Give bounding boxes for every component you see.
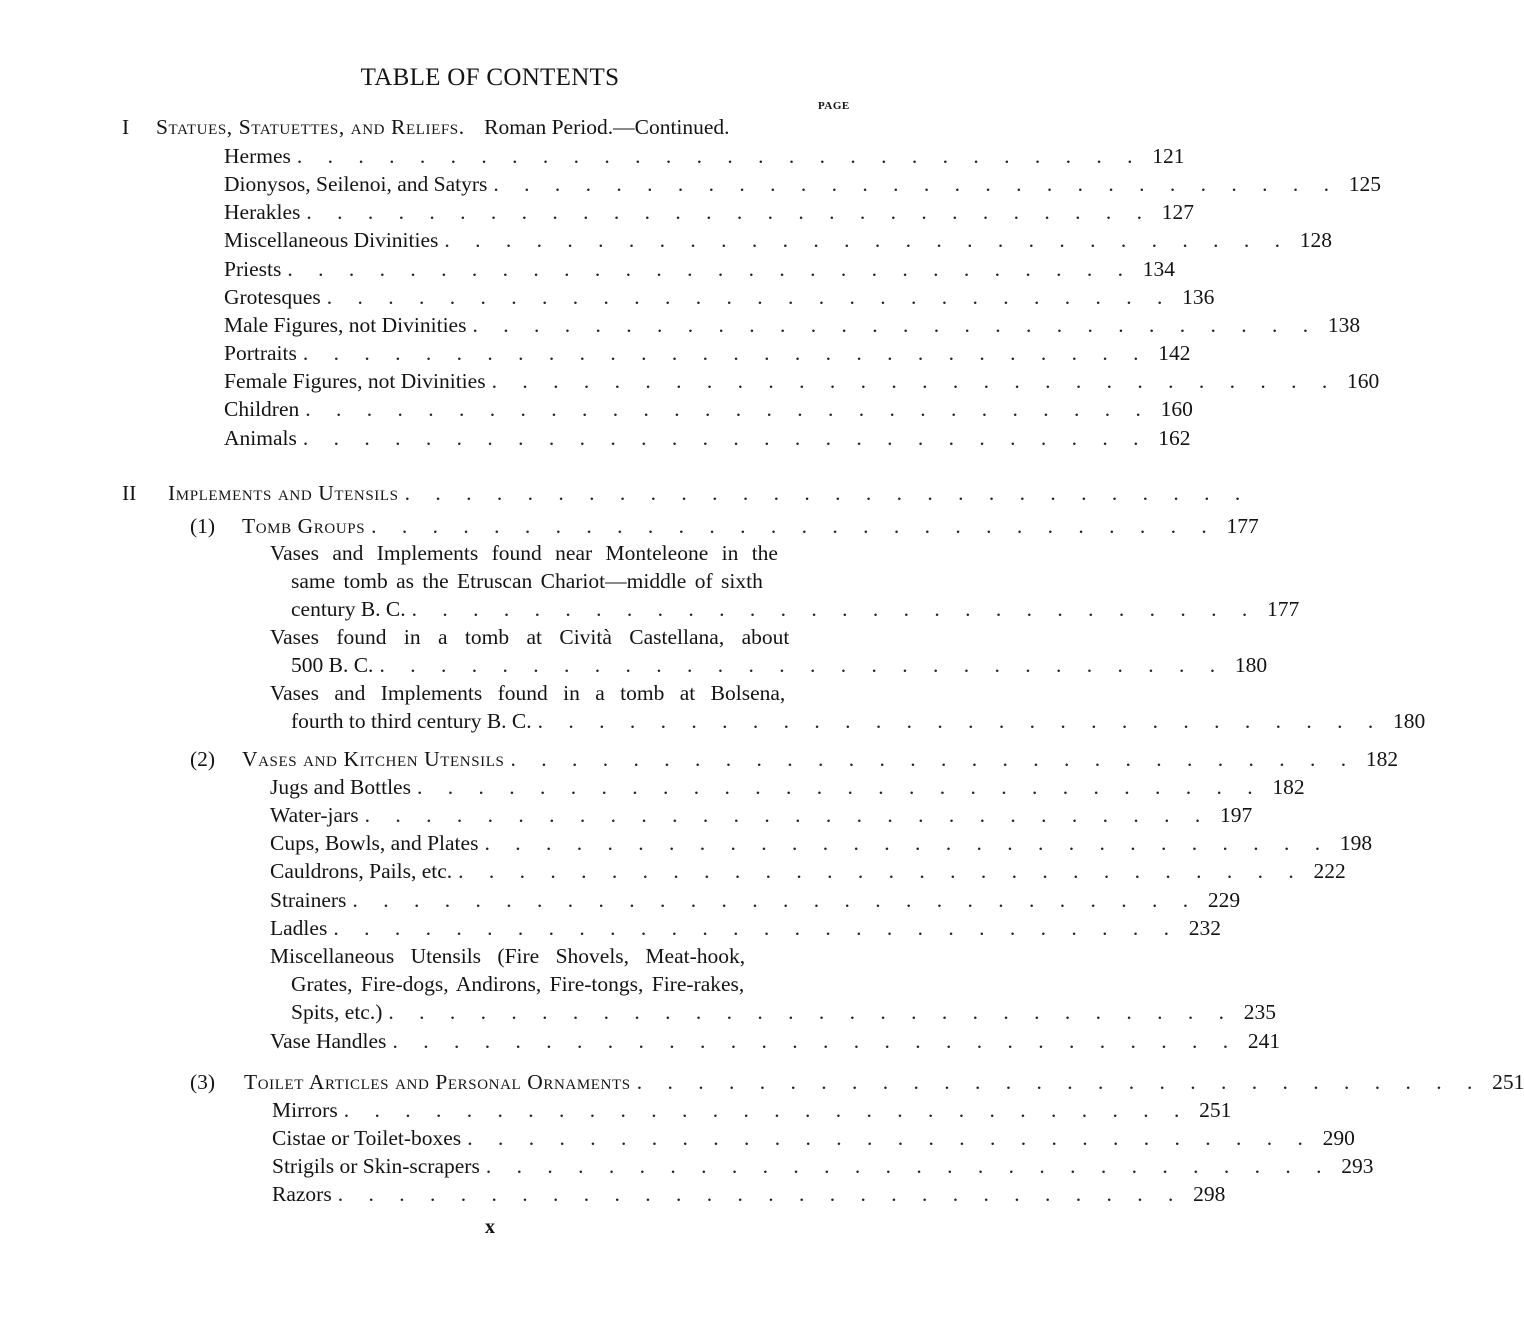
section-1-heading xyxy=(156,113,730,141)
leader-dots: . . . . . . . . . . . . . . . . . . . . . . . . . . . . xyxy=(305,397,1151,421)
toc-entry[interactable] xyxy=(224,367,1380,395)
leader-dots: . . . . . . . . . . . . . . . . . . . . . . . . . . . . xyxy=(379,653,1226,677)
entry-label: Cauldrons, Pails, etc. xyxy=(270,859,453,883)
leader-dots: . . . . . . . . . . . . . . . . . . . . . . . . . . . . xyxy=(493,172,1339,196)
leader-dots: . . . . . . . . . . . . . . . . . . . . . . . . . . . . xyxy=(326,285,1173,309)
toc-entry[interactable] xyxy=(224,226,1332,254)
tomb-item-2[interactable] xyxy=(291,651,1268,679)
entry-label: Jugs and Bottles xyxy=(270,775,411,799)
leader-dots: . . . . . . . . . . . . . . . . . . . . . . . . . . . . xyxy=(302,426,1149,450)
leader-dots: . . . . . . . . . . . . . . . . . . . . . . . . . . . . xyxy=(485,1154,1332,1178)
entry-page: 121 xyxy=(1152,144,1185,168)
entry-page: 229 xyxy=(1207,888,1241,912)
entry-page: 197 xyxy=(1219,803,1253,827)
entry-page: 251 xyxy=(1492,1070,1524,1094)
tomb-item-1-line-2: same tomb as the Etruscan Chariot—middle of sixth xyxy=(291,569,763,593)
leader-dots: . . . . . . . . . . . . . . . . . . . . . . . . . . . . xyxy=(537,709,1384,733)
toc-entry[interactable] xyxy=(272,1124,1355,1152)
leader-dots: . . . . . . . . . . . . . . . . . . . . . . . . . . . . xyxy=(404,481,1251,505)
leader-dots: . . . . . . . . . . . . . . . . . . . . . . . . . . . . xyxy=(467,1126,1313,1150)
entry-page: 160 xyxy=(1346,369,1380,393)
page-title: TABLE OF CONTENTS xyxy=(360,64,620,91)
leader-dots: . . . . . . . . . . . . . . . . . . . . . . . . . . . . xyxy=(337,1182,1184,1206)
toc-entry[interactable] xyxy=(224,142,1185,170)
entry-page: 128 xyxy=(1299,228,1332,252)
toc-entry[interactable] xyxy=(272,1096,1232,1124)
entry-page: 162 xyxy=(1158,426,1191,450)
entry-label: Priests xyxy=(224,257,282,281)
leader-dots: . . . . . . . . . . . . . . . . . . . . . . . . . . . . xyxy=(411,597,1258,621)
leader-dots: . . . . . . . . . . . . . . . . . . . . . . . . . . . . xyxy=(392,1029,1239,1053)
entry-page: 180 xyxy=(1393,709,1426,733)
entry-page: 290 xyxy=(1322,1126,1355,1150)
section-2-numeral: II xyxy=(122,481,137,505)
entry-label: Vase Handles xyxy=(270,1029,387,1053)
entry-label: Mirrors xyxy=(272,1098,338,1122)
toc-entry[interactable] xyxy=(270,829,1373,857)
tomb-item-2-line-1: Vases found in a tomb at Cività Castellana, about xyxy=(270,625,790,649)
tomb-item-3-line-1: Vases and Implements found in a tomb at Bolsena, xyxy=(270,681,786,705)
subsection-title: Tomb Groups xyxy=(242,514,366,538)
entry-page: 241 xyxy=(1247,1029,1281,1053)
entry-page: 198 xyxy=(1339,831,1373,855)
toc-entry[interactable] xyxy=(270,773,1305,801)
leader-dots: . . . . . . . . . . . . . . . . . . . . . . . . . . . . xyxy=(352,888,1199,912)
leader-dots: . . . . . . . . . . . . . . . . . . . . . . . . . . . . xyxy=(472,313,1319,337)
entry-page: 136 xyxy=(1182,285,1215,309)
tomb-item-1[interactable] xyxy=(291,595,1300,623)
entry-page: 142 xyxy=(1158,341,1191,365)
section-1-numeral: I xyxy=(122,115,130,139)
toc-entry[interactable] xyxy=(224,198,1195,226)
entry-page: 298 xyxy=(1193,1182,1226,1206)
entry-label: Miscellaneous Divinities xyxy=(224,228,439,252)
subsection-3-number: (3) xyxy=(190,1070,216,1094)
subsection-toilet[interactable] xyxy=(244,1068,1524,1096)
toc-entry[interactable] xyxy=(272,1152,1374,1180)
entry-label: fourth to third century B. C. xyxy=(291,709,532,733)
leader-dots: . . . . . . . . . . . . . . . . . . . . . . . . . . . . xyxy=(296,144,1143,168)
section-2-heading[interactable] xyxy=(168,479,1251,507)
entry-label: Strigils or Skin-scrapers xyxy=(272,1154,480,1178)
entry-label: Cups, Bowls, and Plates xyxy=(270,831,479,855)
entry-page: 293 xyxy=(1341,1154,1374,1178)
entry-page: 180 xyxy=(1234,653,1268,677)
misc-utensils-line-1: Miscellaneous Utensils (Fire Shovels, Meat-hook, xyxy=(270,944,746,968)
section-1-subtitle: Roman Period.—Continued. xyxy=(484,115,730,139)
subsection-tomb-groups[interactable] xyxy=(242,512,1259,540)
subsection-1-number: (1) xyxy=(190,514,216,538)
subsection-vases[interactable] xyxy=(242,745,1399,773)
section-2-title: Implements and Utensils xyxy=(168,481,399,505)
entry-page: 160 xyxy=(1160,397,1193,421)
leader-dots: . . . . . . . . . . . . . . . . . . . . . . . . . . . . xyxy=(416,775,1263,799)
entry-label: Strainers xyxy=(270,888,347,912)
leader-dots: . . . . . . . . . . . . . . . . . . . . . . . . . . . . xyxy=(458,859,1304,883)
subsection-title: Vases and Kitchen Utensils xyxy=(242,747,505,771)
leader-dots: . . . . . . . . . . . . . . . . . . . . . . . . . . . . xyxy=(333,916,1179,940)
leader-dots: . . . . . . . . . . . . . . . . . . . . . . . . . . . . xyxy=(343,1098,1190,1122)
toc-entry[interactable] xyxy=(272,1180,1226,1208)
entry-page: 127 xyxy=(1161,200,1195,224)
leader-dots: . . . . . . . . . . . . . . . . . . . . . . . . . . . . xyxy=(364,803,1211,827)
entry-label: Herakles xyxy=(224,200,301,224)
leader-dots: . . . . . . . . . . . . . . . . . . . . . . . . . . . . xyxy=(306,200,1153,224)
entry-label: Razors xyxy=(272,1182,332,1206)
entry-page: 177 xyxy=(1226,514,1259,538)
entry-page: 232 xyxy=(1188,916,1221,940)
entry-label: Hermes xyxy=(224,144,291,168)
page-column-label: PAGE xyxy=(818,100,850,112)
entry-page: 182 xyxy=(1272,775,1305,799)
page-number-footer: x xyxy=(485,1216,495,1238)
tomb-item-3[interactable] xyxy=(291,707,1426,735)
toc-entry[interactable] xyxy=(224,395,1193,423)
leader-dots: . . . . . . . . . . . . . . . . . . . . . . . . . . . . xyxy=(484,831,1331,855)
entry-page: 182 xyxy=(1365,747,1399,771)
entry-label: century B. C. xyxy=(291,597,406,621)
entry-label: Water-jars xyxy=(270,803,359,827)
entry-page: 222 xyxy=(1313,859,1346,883)
entry-page: 125 xyxy=(1348,172,1381,196)
toc-entry[interactable] xyxy=(270,857,1346,885)
misc-utensils[interactable] xyxy=(291,998,1276,1026)
entry-label: Dionysos, Seilenoi, and Satyrs xyxy=(224,172,488,196)
toc-entry[interactable] xyxy=(270,886,1241,914)
entry-label: Female Figures, not Divinities xyxy=(224,369,486,393)
leader-dots: . . . . . . . . . . . . . . . . . . . . . . . . . . . . xyxy=(510,747,1357,771)
entry-label: Cistae or Toilet-boxes xyxy=(272,1126,462,1150)
toc-entry[interactable] xyxy=(270,914,1221,942)
entry-page: 134 xyxy=(1142,257,1175,281)
toc-entry[interactable] xyxy=(224,283,1215,311)
misc-utensils-line-2: Grates, Fire-dogs, Andirons, Fire-tongs, Fire-rakes, xyxy=(291,972,745,996)
leader-dots: . . . . . . . . . . . . . . . . . . . . . . . . . . . . xyxy=(636,1070,1483,1094)
entry-page: 177 xyxy=(1267,597,1300,621)
entry-page: 251 xyxy=(1199,1098,1232,1122)
leader-dots: . . . . . . . . . . . . . . . . . . . . . . . . . . . . xyxy=(491,369,1338,393)
vase-handles[interactable] xyxy=(270,1027,1281,1055)
entry-label: Grotesques xyxy=(224,285,321,309)
tomb-item-1-line-1: Vases and Implements found near Monteleone in the xyxy=(270,541,778,565)
toc-entry[interactable] xyxy=(224,424,1191,452)
entry-label: Male Figures, not Divinities xyxy=(224,313,467,337)
entry-label: Children xyxy=(224,397,300,421)
toc-entry[interactable] xyxy=(224,255,1175,283)
leader-dots: . . . . . . . . . . . . . . . . . . . . . . . . . . . . xyxy=(371,514,1217,538)
entry-label: Portraits xyxy=(224,341,297,365)
entry-page: 235 xyxy=(1243,1000,1276,1024)
leader-dots: . . . . . . . . . . . . . . . . . . . . . . . . . . . . xyxy=(444,228,1290,252)
subsection-title: Toilet Articles and Personal Ornaments xyxy=(244,1070,631,1094)
section-1-title: Statues, Statuettes, and Reliefs. xyxy=(156,115,465,139)
toc-entry[interactable] xyxy=(270,801,1253,829)
subsection-2-number: (2) xyxy=(190,747,216,771)
entry-label: Ladles xyxy=(270,916,328,940)
toc-entry[interactable] xyxy=(224,339,1191,367)
toc-entry[interactable] xyxy=(224,170,1381,198)
leader-dots: . . . . . . . . . . . . . . . . . . . . . . . . . . . . xyxy=(302,341,1149,365)
leader-dots: . . . . . . . . . . . . . . . . . . . . . . . . . . . . xyxy=(287,257,1133,281)
entry-label: Animals xyxy=(224,426,297,450)
entry-page: 138 xyxy=(1327,313,1361,337)
leader-dots: . . . . . . . . . . . . . . . . . . . . . . . . . . . . xyxy=(388,1000,1234,1024)
entry-label: 500 B. C. xyxy=(291,653,374,677)
entry-label: Spits, etc.) xyxy=(291,1000,383,1024)
toc-entry[interactable] xyxy=(224,311,1361,339)
